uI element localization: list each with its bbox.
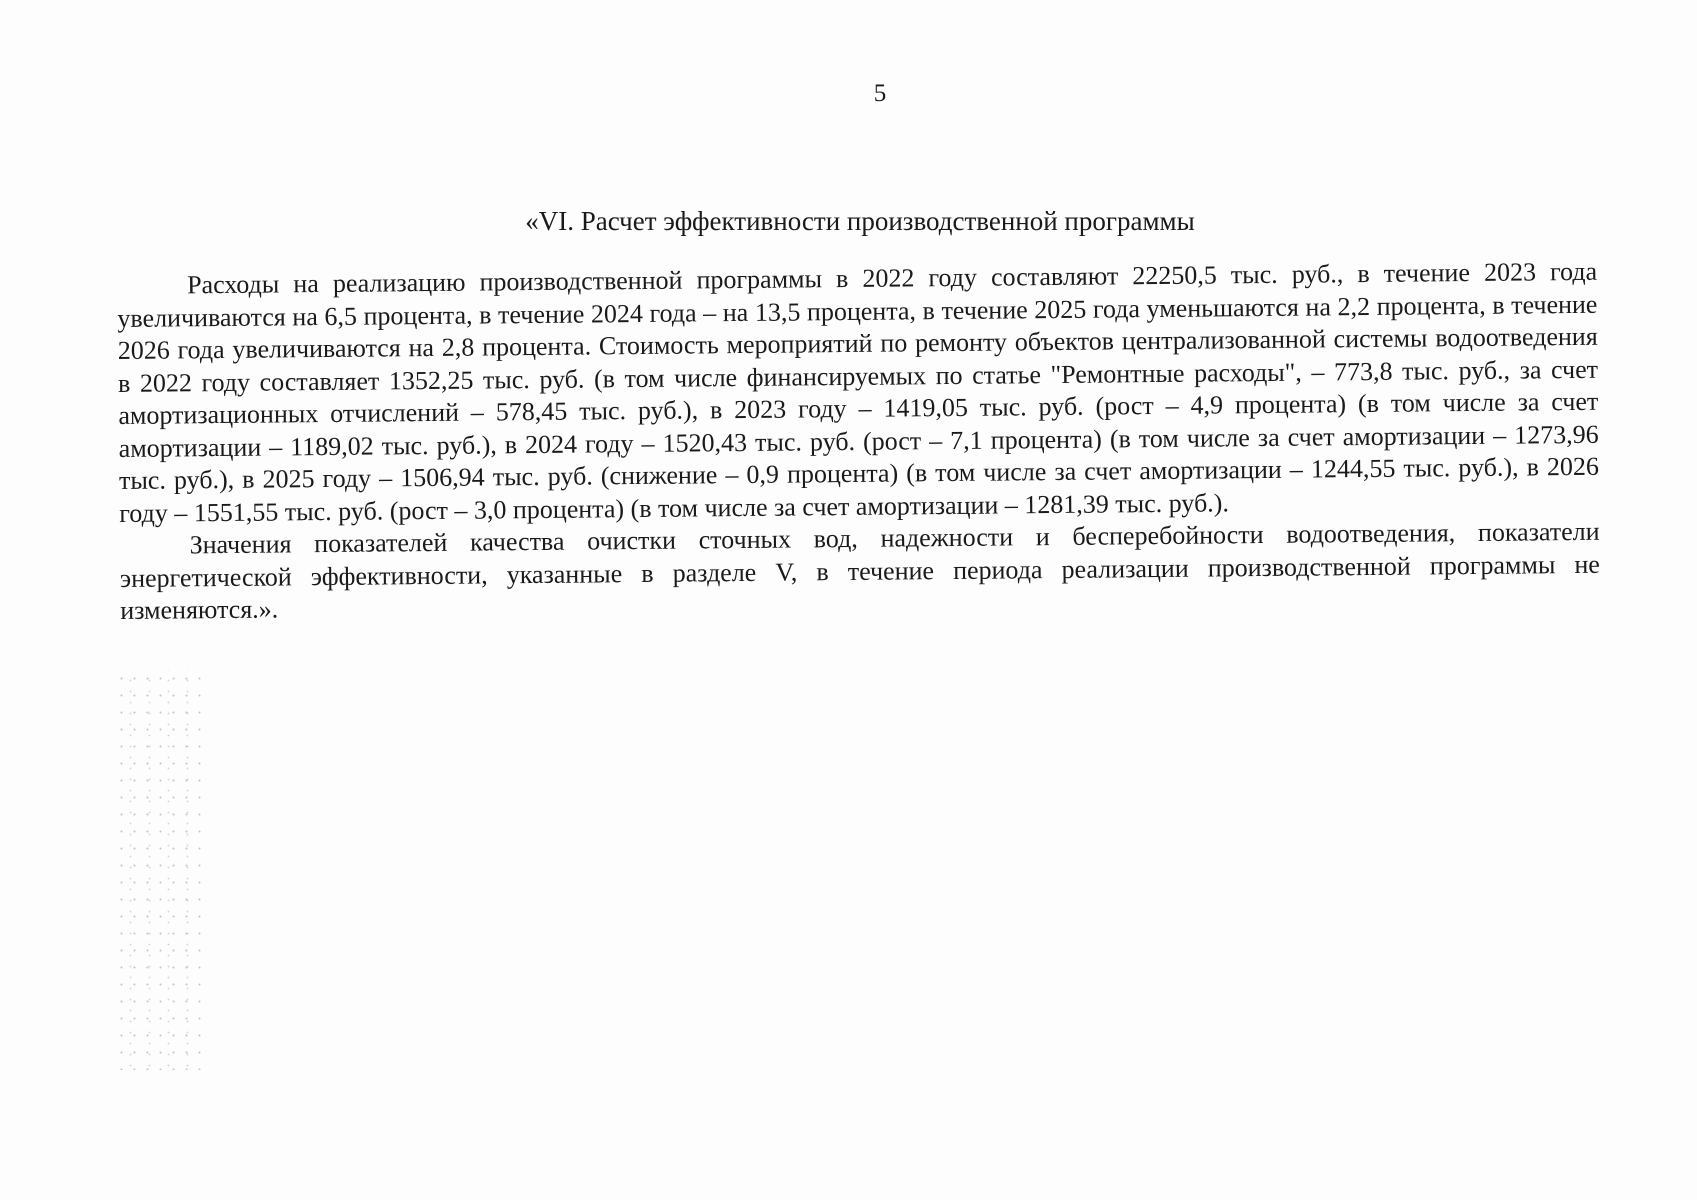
paragraph-expenses: Расходы на реализацию производственной программы в 2022 году составляют 22250,5 тыс. руб., в течение 2023 года увеличиваются на 6,5 процента, в течение 2024 года – на 13,5 процента, в течение 2025 года уменьшаются на 2,2 процента, в течение 2026 года увеличиваются на 2,8 процента. Стоимость мероприятий по ремонту объектов централизованной системы водоотведения в 2022 году составляет 1352,25 тыс. руб. (в том числе финансируемых по статье "Ремонтные расходы", – 773,8 тыс. руб., за счет амортизационных отчислений – 578,45 тыс. руб.), в 2023 году – 1419,05 тыс. руб. (рост – 4,9 процента) (в том числе за счет амортизации – 1189,02 тыс. руб.), в 2024 году – 1520,43 тыс. руб. (рост – 7,1 процента) (в том числе за счет амортизации – 1273,96 тыс. руб.), в 2025 году – 1506,94 тыс. руб. (снижение – 0,9 процента) (в том числе за счет амортизации – 1244,55 тыс. руб.), в 2026 году – 1551,55 тыс. руб. (рост – 3,0 процента) (в том числе за счет амортизации – 1281,39 тыс. руб.).	[117, 256, 1600, 528]
page-number: 5	[873, 80, 887, 107]
scan-noise	[115, 670, 205, 1070]
body-text	[117, 256, 1600, 628]
section-title: «VI. Расчет эффективности производственной программы	[525, 206, 1195, 236]
paragraph-indicators: Значения показателей качества очистки сточных вод, надежности и бесперебойности водоотведения, показатели энергетической эффективности, указанные в разделе V, в течение периода реализации производственной программы не изменяются.».	[119, 516, 1601, 625]
